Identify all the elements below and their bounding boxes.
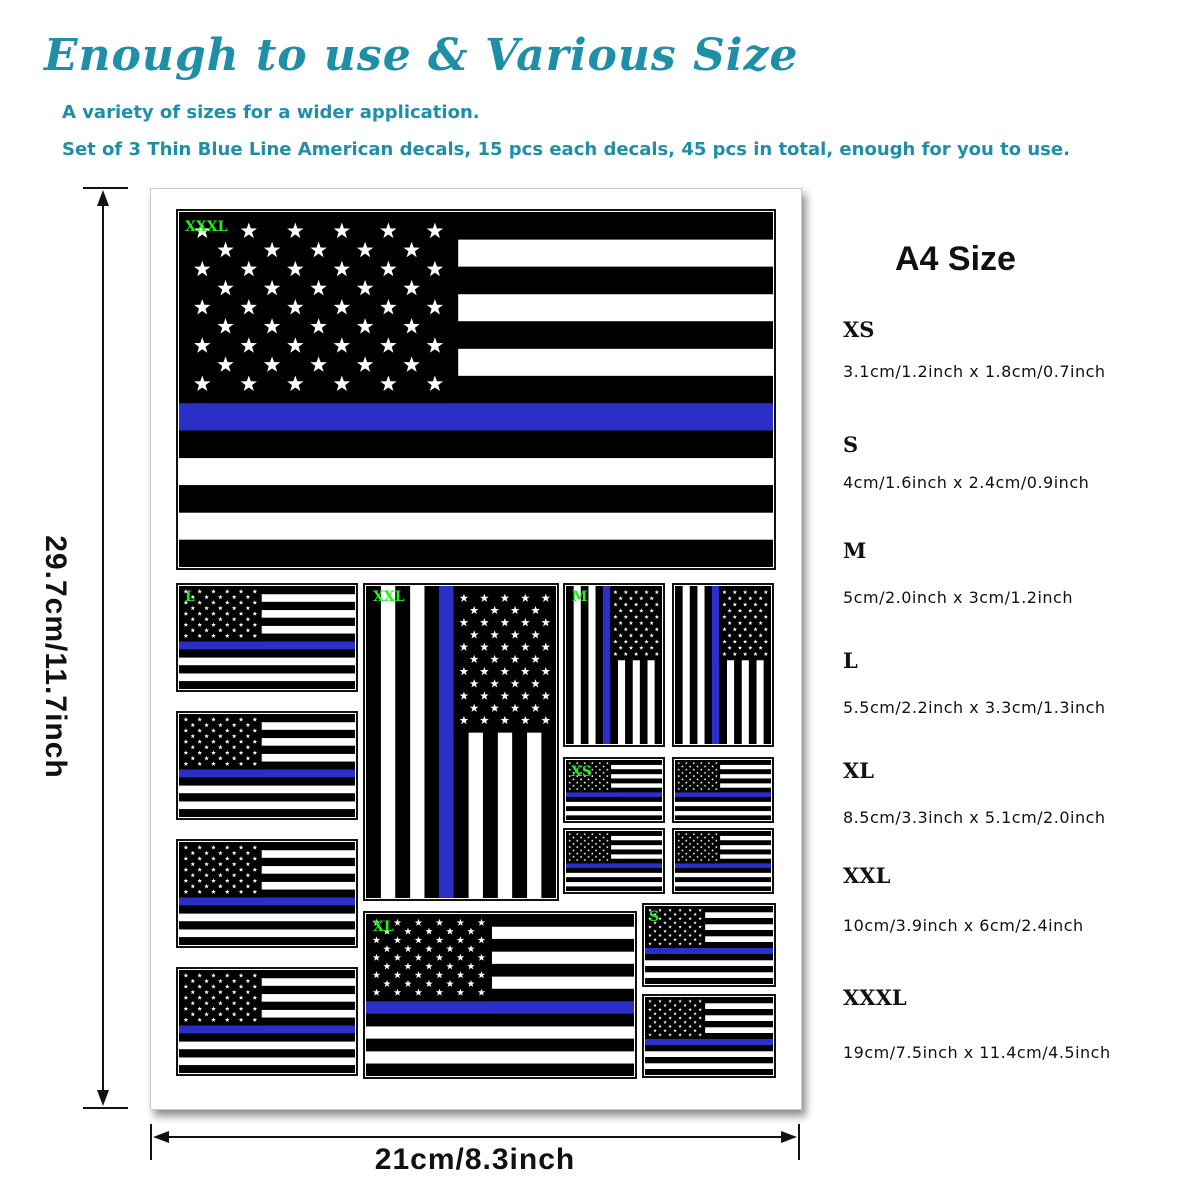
flag-decal-xxxl: [179, 212, 773, 567]
flag-xs-2-icon: [675, 760, 771, 820]
size-dims-xs: 3.1cm/1.2inch x 1.8cm/0.7inch: [843, 362, 1106, 381]
flag-decal-l-3: [179, 842, 355, 945]
flag-decal-l-2: [179, 714, 355, 817]
size-label-l: L: [185, 589, 195, 605]
height-dimension-arrow-icon: [80, 180, 130, 1120]
subtitle-variety: A variety of sizes for a wider application.: [62, 102, 480, 123]
size-name-xxxl: XXXL: [843, 985, 907, 1010]
flag-decal-xs-4: [675, 831, 771, 891]
flag-decal-xs-2: [675, 760, 771, 820]
flag-decal-l-4: [179, 970, 355, 1073]
size-name-s: S: [843, 432, 859, 457]
a4-decal-sheet: [150, 188, 802, 1110]
subtitle-set-info: Set of 3 Thin Blue Line American decals, 15 pcs each decals, 45 pcs in total, enough for you to use.: [62, 139, 1070, 160]
size-name-xxl: XXL: [843, 863, 891, 888]
size-name-m: M: [843, 538, 867, 563]
flag-decal-xxl-vertical: [366, 586, 556, 898]
size-dims-xxxl: 19cm/7.5inch x 11.4cm/4.5inch: [843, 1043, 1111, 1062]
flag-decal-s-2: [645, 997, 773, 1075]
flag-m-1-icon: [566, 586, 662, 744]
flag-decal-xs-3: [566, 831, 662, 891]
size-label-xxxl: XXXL: [185, 219, 228, 235]
size-dims-xxl: 10cm/3.9inch x 6cm/2.4inch: [843, 916, 1084, 935]
flag-decal-m-1: [566, 586, 662, 744]
flag-xl-icon: [366, 914, 634, 1076]
flag-s-2-icon: [645, 997, 773, 1075]
size-dims-l: 5.5cm/2.2inch x 3.3cm/1.3inch: [843, 698, 1106, 717]
flag-s-1-icon: [645, 906, 773, 984]
size-label-m: M: [572, 589, 588, 605]
size-name-xl: XL: [843, 758, 875, 783]
size-label-xs: XS: [571, 764, 592, 780]
size-name-l: L: [843, 648, 858, 673]
size-dims-xl: 8.5cm/3.3inch x 5.1cm/2.0inch: [843, 808, 1106, 827]
size-dims-s: 4cm/1.6inch x 2.4cm/0.9inch: [843, 473, 1090, 492]
size-dims-m: 5cm/2.0inch x 3cm/1.2inch: [843, 588, 1073, 607]
height-dimension-label: 29.7cm/11.7inch: [39, 535, 72, 779]
flag-decal-s-1: [645, 906, 773, 984]
a4-size-heading: A4 Size: [895, 240, 1016, 278]
flag-xxxl-icon: [179, 212, 773, 567]
flag-decal-xl: [366, 914, 634, 1076]
flag-xs-3-icon: [566, 831, 662, 891]
flag-l-2-icon: [179, 714, 355, 817]
flag-l-4-icon: [179, 970, 355, 1073]
flag-xxl-vertical-icon: [366, 586, 556, 898]
flag-decal-l-1: [179, 586, 355, 689]
width-dimension-label: 21cm/8.3inch: [374, 1143, 576, 1176]
size-label-xxl: XXL: [373, 589, 405, 605]
flag-decal-m-2: [675, 586, 771, 744]
page-title: Enough to use & Various Size: [44, 30, 799, 81]
flag-l-3-icon: [179, 842, 355, 945]
flag-m-2-icon: [675, 586, 771, 744]
size-label-xl: XL: [373, 919, 394, 935]
flag-xs-4-icon: [675, 831, 771, 891]
size-name-xs: XS: [843, 317, 875, 342]
size-label-s: S: [649, 909, 660, 925]
flag-l-1-icon: [179, 586, 355, 689]
